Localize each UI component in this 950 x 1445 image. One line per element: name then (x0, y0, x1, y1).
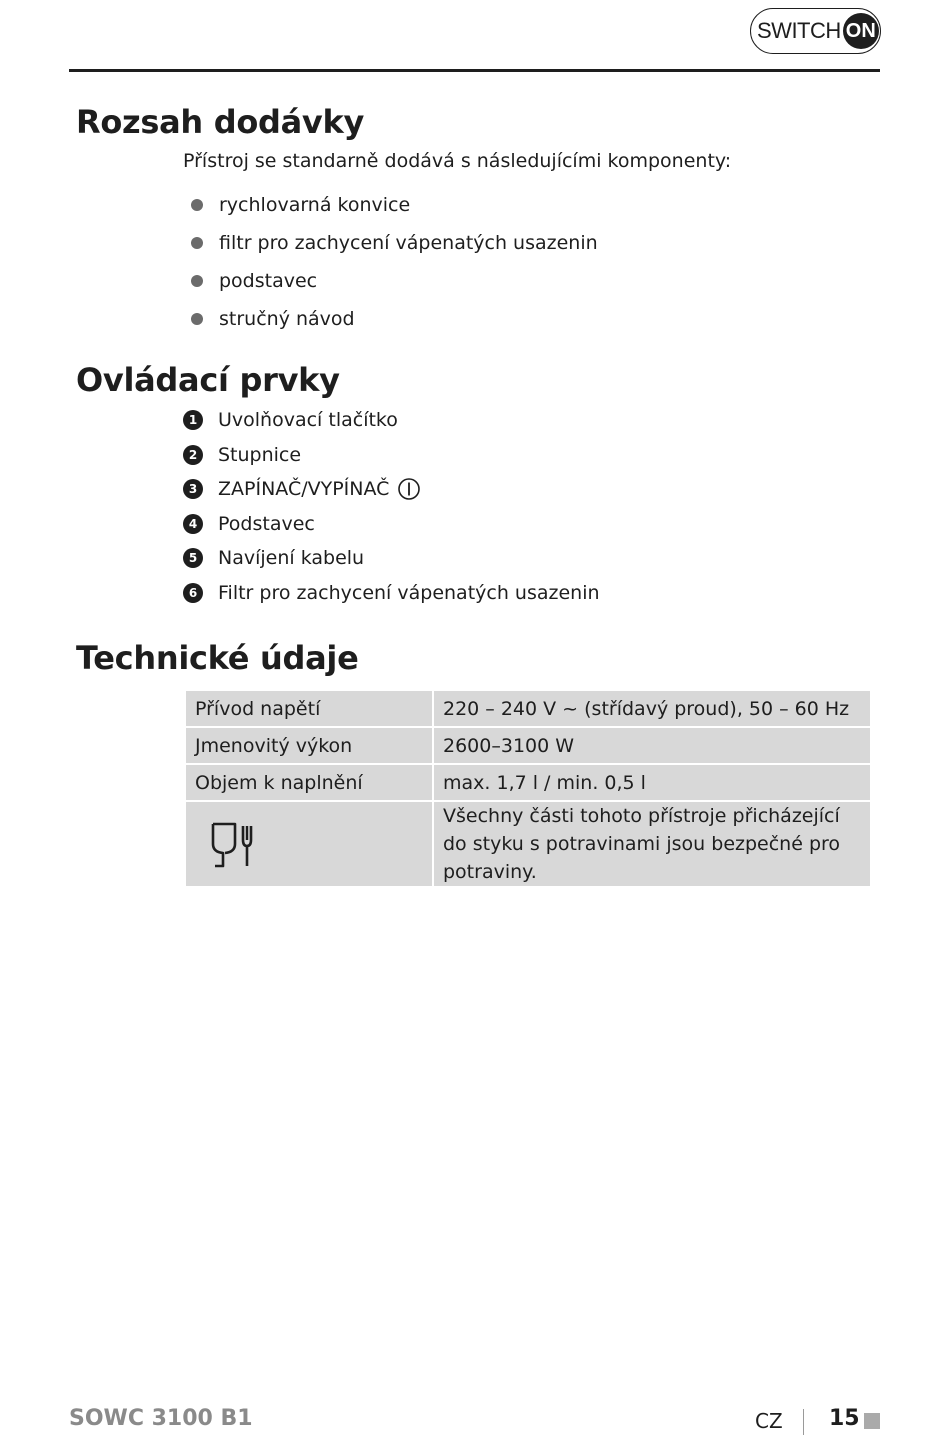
list-item-label: podstavec (219, 270, 318, 292)
specs-heading: Technické údaje (76, 639, 359, 677)
bullet-dot-icon (191, 313, 203, 325)
list-item-label: filtr pro zachycení vápenatých usazenin (219, 232, 598, 254)
control-label: Uvolňovací tlačítko (218, 409, 398, 432)
number-badge: 4 (183, 514, 203, 534)
list-item (183, 300, 598, 338)
specs-table (184, 689, 872, 888)
brand-logo-on-badge: ON (843, 13, 879, 49)
food-safe-glass-fork-icon (207, 818, 259, 870)
number-badge: 1 (183, 410, 203, 430)
list-item-label: rychlovarná konvice (219, 194, 411, 216)
bullet-dot-icon (191, 275, 203, 287)
list-item (183, 186, 598, 224)
control-item (183, 576, 600, 611)
control-item (183, 507, 600, 542)
header-divider (69, 69, 880, 72)
controls-heading: Ovládací prvky (76, 361, 340, 399)
table-row (185, 764, 871, 801)
table-row (185, 690, 871, 727)
control-item (183, 541, 600, 576)
controls-list (183, 403, 600, 610)
bullet-dot-icon (191, 199, 203, 211)
spec-label: Jmenovitý výkon (185, 727, 433, 764)
control-label: Stupnice (218, 443, 302, 466)
control-item (183, 403, 600, 438)
number-badge: 5 (183, 548, 203, 568)
scope-intro: Přístroj se standarně dodává s následujícími komponenty: (183, 150, 732, 172)
power-symbol-icon (397, 477, 421, 501)
footer-model: SOWC 3100 B1 (69, 1406, 253, 1431)
control-label: Podstavec (218, 512, 315, 535)
list-item (183, 224, 598, 262)
spec-label: Přívod napětí (185, 690, 433, 727)
control-label: Filtr pro zachycení vápenatých usazenin (218, 581, 600, 604)
table-row (185, 801, 871, 887)
spec-value: 220 – 240 V ~ (střídavý proud), 50 – 60 Hz (433, 690, 871, 727)
bullet-dot-icon (191, 237, 203, 249)
control-label: Navíjení kabelu (218, 547, 365, 570)
list-item (183, 262, 598, 300)
food-safety-text: Všechny části tohoto přístroje přicházející do styku s potravinami jsou bezpečné pro potraviny. (433, 801, 871, 887)
brand-logo-text: SWITCH (757, 18, 841, 43)
control-item (183, 438, 600, 473)
table-row (185, 727, 871, 764)
footer-separator (803, 1409, 804, 1435)
food-icon-cell (185, 801, 433, 887)
control-item (183, 472, 600, 507)
number-badge: 6 (183, 583, 203, 603)
spec-value: 2600–3100 W (433, 727, 871, 764)
spec-value: max. 1,7 l / min. 0,5 l (433, 764, 871, 801)
page-marker-square (864, 1413, 880, 1429)
spec-label: Objem k naplnění (185, 764, 433, 801)
brand-logo (750, 8, 881, 54)
footer-language: CZ (755, 1409, 783, 1433)
scope-heading: Rozsah dodávky (76, 103, 365, 141)
control-label: ZAPÍNAČ/VYPÍNAČ (218, 478, 390, 501)
page-number: 15 (829, 1406, 860, 1431)
list-item-label: stručný návod (219, 308, 355, 330)
scope-list (183, 186, 598, 338)
number-badge: 3 (183, 479, 203, 499)
number-badge: 2 (183, 445, 203, 465)
